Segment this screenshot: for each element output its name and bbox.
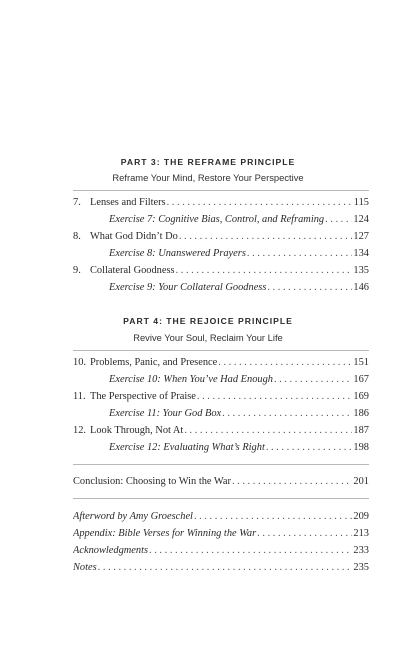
dot-leader: [222, 407, 352, 421]
entry-title: Lenses and Filters: [90, 197, 166, 208]
page-number: 209: [353, 511, 369, 522]
entry-title: What God Didn’t Do: [90, 231, 178, 242]
page-number: 134: [353, 248, 369, 259]
toc-entry[interactable]: [73, 247, 369, 261]
chapter-number: 8.: [73, 231, 81, 242]
dot-leader: [179, 230, 353, 244]
entry-title: Problems, Panic, and Presence: [90, 357, 218, 368]
entry-title: Exercise 12: Evaluating What’s Right: [109, 442, 265, 453]
chapter-number: 12.: [73, 425, 86, 436]
part4-subtitle: Revive Your Soul, Reclaim Your Life: [133, 332, 283, 343]
chapter-number: 11.: [73, 391, 86, 402]
entry-title: Appendix: Bible Verses for Winning the War: [73, 528, 257, 539]
dot-leader: [197, 390, 353, 404]
toc-entry[interactable]: [73, 213, 369, 227]
conclusion-rule: [73, 464, 369, 465]
back-matter-rule: [73, 498, 369, 499]
page-number: 213: [353, 528, 369, 539]
page-number: 235: [353, 562, 369, 573]
dot-leader: [257, 527, 352, 541]
dot-leader: [274, 373, 352, 387]
toc-entry[interactable]: [73, 424, 369, 438]
dot-leader: [167, 196, 353, 210]
entry-title: Look Through, Not At: [90, 425, 184, 436]
dot-leader: [218, 356, 352, 370]
toc-entry[interactable]: [73, 390, 369, 404]
page-number: 233: [353, 545, 369, 556]
entry-title: Exercise 9: Your Collateral Goodness: [109, 282, 267, 293]
toc-entry[interactable]: [73, 407, 369, 421]
toc-entry[interactable]: [73, 230, 369, 244]
entry-title: Acknowledgments: [73, 545, 149, 556]
page-number: 127: [353, 231, 369, 242]
page-number: 146: [353, 282, 369, 293]
dot-leader: [98, 561, 353, 575]
part4-rule: [73, 350, 369, 351]
entry-title: The Perspective of Praise: [90, 391, 196, 402]
entry-title: Exercise 8: Unanswered Prayers: [109, 248, 246, 259]
page-number: 151: [353, 357, 369, 368]
part3-heading: PART 3: THE REFRAME PRINCIPLE: [120, 157, 296, 167]
chapter-number: 7.: [73, 197, 81, 208]
page-number: 186: [353, 408, 369, 419]
entry-title: Exercise 7: Cognitive Bias, Control, and Reframing: [109, 214, 325, 225]
entry-title: Collateral Goodness: [90, 265, 175, 276]
toc-entry-conclusion[interactable]: [73, 475, 369, 489]
entry-title: Exercise 10: When You’ve Had Enough: [109, 374, 273, 385]
page-number: 187: [353, 425, 369, 436]
page-number: 169: [353, 391, 369, 402]
page-number: 135: [353, 265, 369, 276]
dot-leader: [247, 247, 353, 261]
toc-entry[interactable]: [73, 373, 369, 387]
page-number: 201: [353, 476, 369, 487]
dot-leader: [149, 544, 352, 558]
toc-entry[interactable]: [73, 264, 369, 278]
entry-title: Afterword by Amy Groeschel: [73, 511, 193, 522]
entry-title: Notes: [73, 562, 97, 573]
page-number: 198: [353, 442, 369, 453]
dot-leader: [194, 510, 352, 524]
page-number: 124: [353, 214, 369, 225]
toc-entry[interactable]: [73, 196, 369, 210]
entry-title: Conclusion: Choosing to Win the War: [73, 476, 231, 487]
chapter-number: 9.: [73, 265, 81, 276]
toc-entry[interactable]: [73, 356, 369, 370]
part3-rule: [73, 190, 369, 191]
dot-leader: [266, 441, 353, 455]
toc-entry-appendix[interactable]: [73, 527, 369, 541]
page-number: 115: [353, 197, 369, 208]
dot-leader: [176, 264, 353, 278]
dot-leader: [267, 281, 352, 295]
dot-leader: [325, 213, 352, 227]
part3-subtitle: Reframe Your Mind, Restore Your Perspective: [112, 172, 304, 183]
entry-title: Exercise 11: Your God Box: [109, 408, 222, 419]
page-number: 167: [353, 374, 369, 385]
dot-leader: [232, 475, 352, 489]
toc-entry[interactable]: [73, 441, 369, 455]
toc-entry-acknowledgments[interactable]: [73, 544, 369, 558]
chapter-number: 10.: [73, 357, 86, 368]
toc-entry-afterword[interactable]: [73, 510, 369, 524]
dot-leader: [184, 424, 352, 438]
toc-entry[interactable]: [73, 281, 369, 295]
toc-entry-notes[interactable]: [73, 561, 369, 575]
part4-heading: PART 4: THE REJOICE PRINCIPLE: [123, 316, 293, 326]
